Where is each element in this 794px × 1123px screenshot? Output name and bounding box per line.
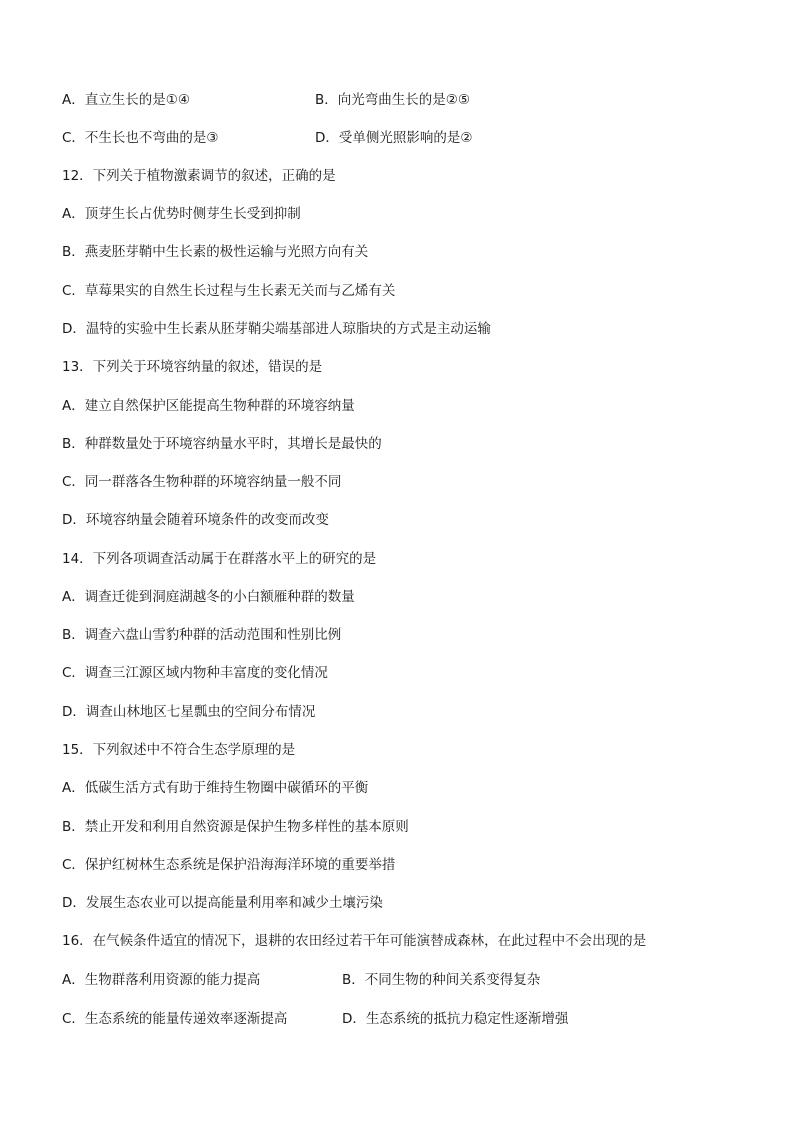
q11-option-b: B．向光弯曲生长的是②⑤	[315, 92, 470, 108]
q12-option-d: D．温特的实验中生长素从胚芽鞘尖端基部进人琼脂块的方式是主动运输	[62, 321, 491, 337]
q13-option-a: A．建立自然保护区能提高生物种群的环境容纳量	[62, 398, 355, 414]
q16-options-cd	[62, 1010, 742, 1028]
q14-option-c: C．调查三江源区域内物种丰富度的变化情况	[62, 665, 328, 681]
q11-option-d: D．受单侧光照影响的是②	[315, 130, 473, 146]
q14-option-b: B．调查六盘山雪豹种群的活动范围和性别比例	[62, 627, 342, 643]
q16-option-b: B．不同生物的种间关系变得复杂	[342, 972, 541, 988]
q14-stem: 14．下列各项调查活动属于在群落水平上的研究的是	[62, 551, 377, 567]
q12-option-a: A．顶芽生长占优势时侧芽生长受到抑制	[62, 206, 301, 222]
q16-stem: 16．在气候条件适宜的情况下，退耕的农田经过若干年可能演替成森林，在此过程中不会出现的是	[62, 933, 647, 949]
q13-stem: 13．下列关于环境容纳量的叙述，错误的是	[62, 359, 323, 375]
q11-option-c: C．不生长也不弯曲的是③	[62, 130, 219, 146]
q12-option-c: C．草莓果实的自然生长过程与生长素无关而与乙烯有关	[62, 283, 396, 299]
q15-option-a: A．低碳生活方式有助于维持生物圈中碳循环的平衡	[62, 780, 369, 796]
q15-option-c: C．保护红树林生态系统是保护沿海海洋环境的重要举措	[62, 857, 396, 873]
q12-option-b: B．燕麦胚芽鞘中生长素的极性运输与光照方向有关	[62, 244, 369, 260]
q15-option-d: D．发展生态农业可以提高能量利用率和减少土壤污染	[62, 895, 383, 911]
q12-stem: 12．下列关于植物激素调节的叙述，正确的是	[62, 168, 336, 184]
q14-option-d: D．调查山林地区七星瓢虫的空间分布情况	[62, 704, 316, 720]
q11-options-cd	[62, 129, 742, 147]
q16-option-d: D．生态系统的抵抗力稳定性逐渐增强	[342, 1011, 569, 1027]
q16-option-c: C．生态系统的能量传递效率逐渐提高	[62, 1011, 288, 1027]
q16-option-a: A．生物群落利用资源的能力提高	[62, 972, 261, 988]
q14-option-a: A．调查迁徙到洞庭湖越冬的小白额雁种群的数量	[62, 589, 355, 605]
q13-option-b: B．种群数量处于环境容纳量水平时，其增长是最快的	[62, 436, 382, 452]
q16-options-ab	[62, 971, 742, 989]
q13-option-d: D．环境容纳量会随着环境条件的改变而改变	[62, 512, 329, 528]
q13-option-c: C．同一群落各生物种群的环境容纳量一般不同	[62, 474, 342, 490]
q15-option-b: B．禁止开发和利用自然资源是保护生物多样性的基本原则	[62, 819, 409, 835]
q15-stem: 15．下列叙述中不符合生态学原理的是	[62, 742, 296, 758]
q11-options-ab	[62, 91, 742, 109]
q11-option-a: A．直立生长的是①④	[62, 92, 190, 108]
